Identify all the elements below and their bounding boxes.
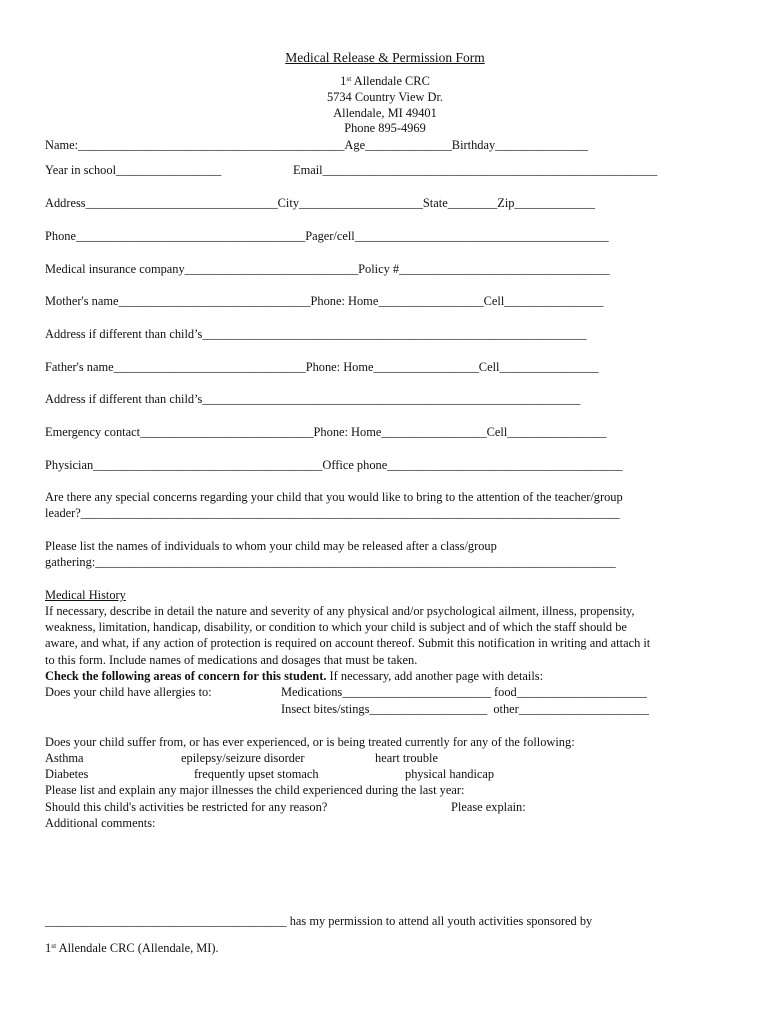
restriction-question: Should this child's activities be restricted for any reason? [45,800,328,814]
condition-physical-handicap[interactable]: physical handicap [405,767,495,781]
conditions-question: Does your child suffer from, or has ever experienced, or is being treated currently for any of the following: [45,735,575,749]
insurance-policy-field[interactable]: Medical insurance company____________________________Policy #__________________________________ [45,262,610,276]
father-address-field[interactable]: Address if different than child’s_____________________________________________________________ [45,392,581,406]
permission-signature-line[interactable]: _______________________________________ has my permission to attend all youth activities sponsored by [45,914,593,928]
year-in-school-field[interactable]: Year in school_________________ [45,163,222,177]
additional-comments-label: Additional comments: [45,816,156,830]
medical-history-heading: Medical History [45,588,126,602]
medications-food-field[interactable]: Medications________________________ food_____________________ [281,685,647,699]
org-name: 1st Allendale CRC [340,74,430,88]
medical-history-paragraph-line: to this form. Include names of medications and dosages that must be taken. [45,653,418,667]
email-field[interactable]: Email______________________________________________________ [293,163,658,177]
permission-org-line: 1st Allendale CRC (Allendale, MI). [45,941,219,955]
emergency-contact-field[interactable]: Emergency contact____________________________Phone: Home_________________Cell________________ [45,425,607,439]
medical-history-paragraph-line: If necessary, describe in detail the nature and severity of any physical and/or psychological ailment, illness, propensity, [45,604,635,618]
name-age-birthday-field[interactable]: Name:___________________________________________Age______________Birthday_______________ [45,138,589,152]
condition-upset-stomach[interactable]: frequently upset stomach [194,767,319,781]
org-address-line1: 5734 Country View Dr. [326,90,444,104]
phone-pager-field[interactable]: Phone_____________________________________Pager/cell_________________________________________ [45,229,609,243]
address-city-state-zip-field[interactable]: Address_______________________________City____________________State________Zip_____________ [45,196,595,210]
medical-history-paragraph-line: aware, and what, if any action of protection is required on account thereof. Submit this notification in writing and attach it [45,636,651,650]
release-names-question: Please list the names of individuals to whom your child may be released after a class/group [45,539,497,553]
concern-instructions: Check the following areas of concern for this student. If necessary, add another page with details: [45,669,544,683]
condition-diabetes[interactable]: Diabetes [45,767,89,781]
special-concerns-question: Are there any special concerns regarding your child that you would like to bring to the attention of the teacher/group [45,490,623,504]
mother-address-field[interactable]: Address if different than child’s______________________________________________________________ [45,327,587,341]
physician-field[interactable]: Physician_____________________________________Office phone______________________________________ [45,458,623,472]
medical-history-paragraph-line: weakness, limitation, handicap, disability, or condition to which your child is subject and of which the staff should be [45,620,627,634]
mother-name-phone-field[interactable]: Mother's name_______________________________Phone: Home_________________Cell________________ [45,294,604,308]
allergies-question: Does your child have allergies to: [45,685,212,699]
father-name-phone-field[interactable]: Father's name_______________________________Phone: Home_________________Cell________________ [45,360,599,374]
special-concerns-field[interactable]: leader?_______________________________________________________________________________________ [45,506,620,520]
illnesses-question: Please list and explain any major illnesses the child experienced during the last year: [45,783,465,797]
condition-epilepsy[interactable]: epilepsy/seizure disorder [181,751,305,765]
restriction-explain-label: Please explain: [451,800,526,814]
org-address-line2: Allendale, MI 49401 [333,106,437,120]
condition-asthma[interactable]: Asthma [45,751,84,765]
form-title: Medical Release & Permission Form [285,50,485,65]
org-phone: Phone 895-4969 [344,121,426,135]
condition-heart-trouble[interactable]: heart trouble [375,751,438,765]
insect-other-field[interactable]: Insect bites/stings___________________ other_____________________ [281,702,649,716]
release-names-field[interactable]: gathering:____________________________________________________________________________________ [45,555,616,569]
